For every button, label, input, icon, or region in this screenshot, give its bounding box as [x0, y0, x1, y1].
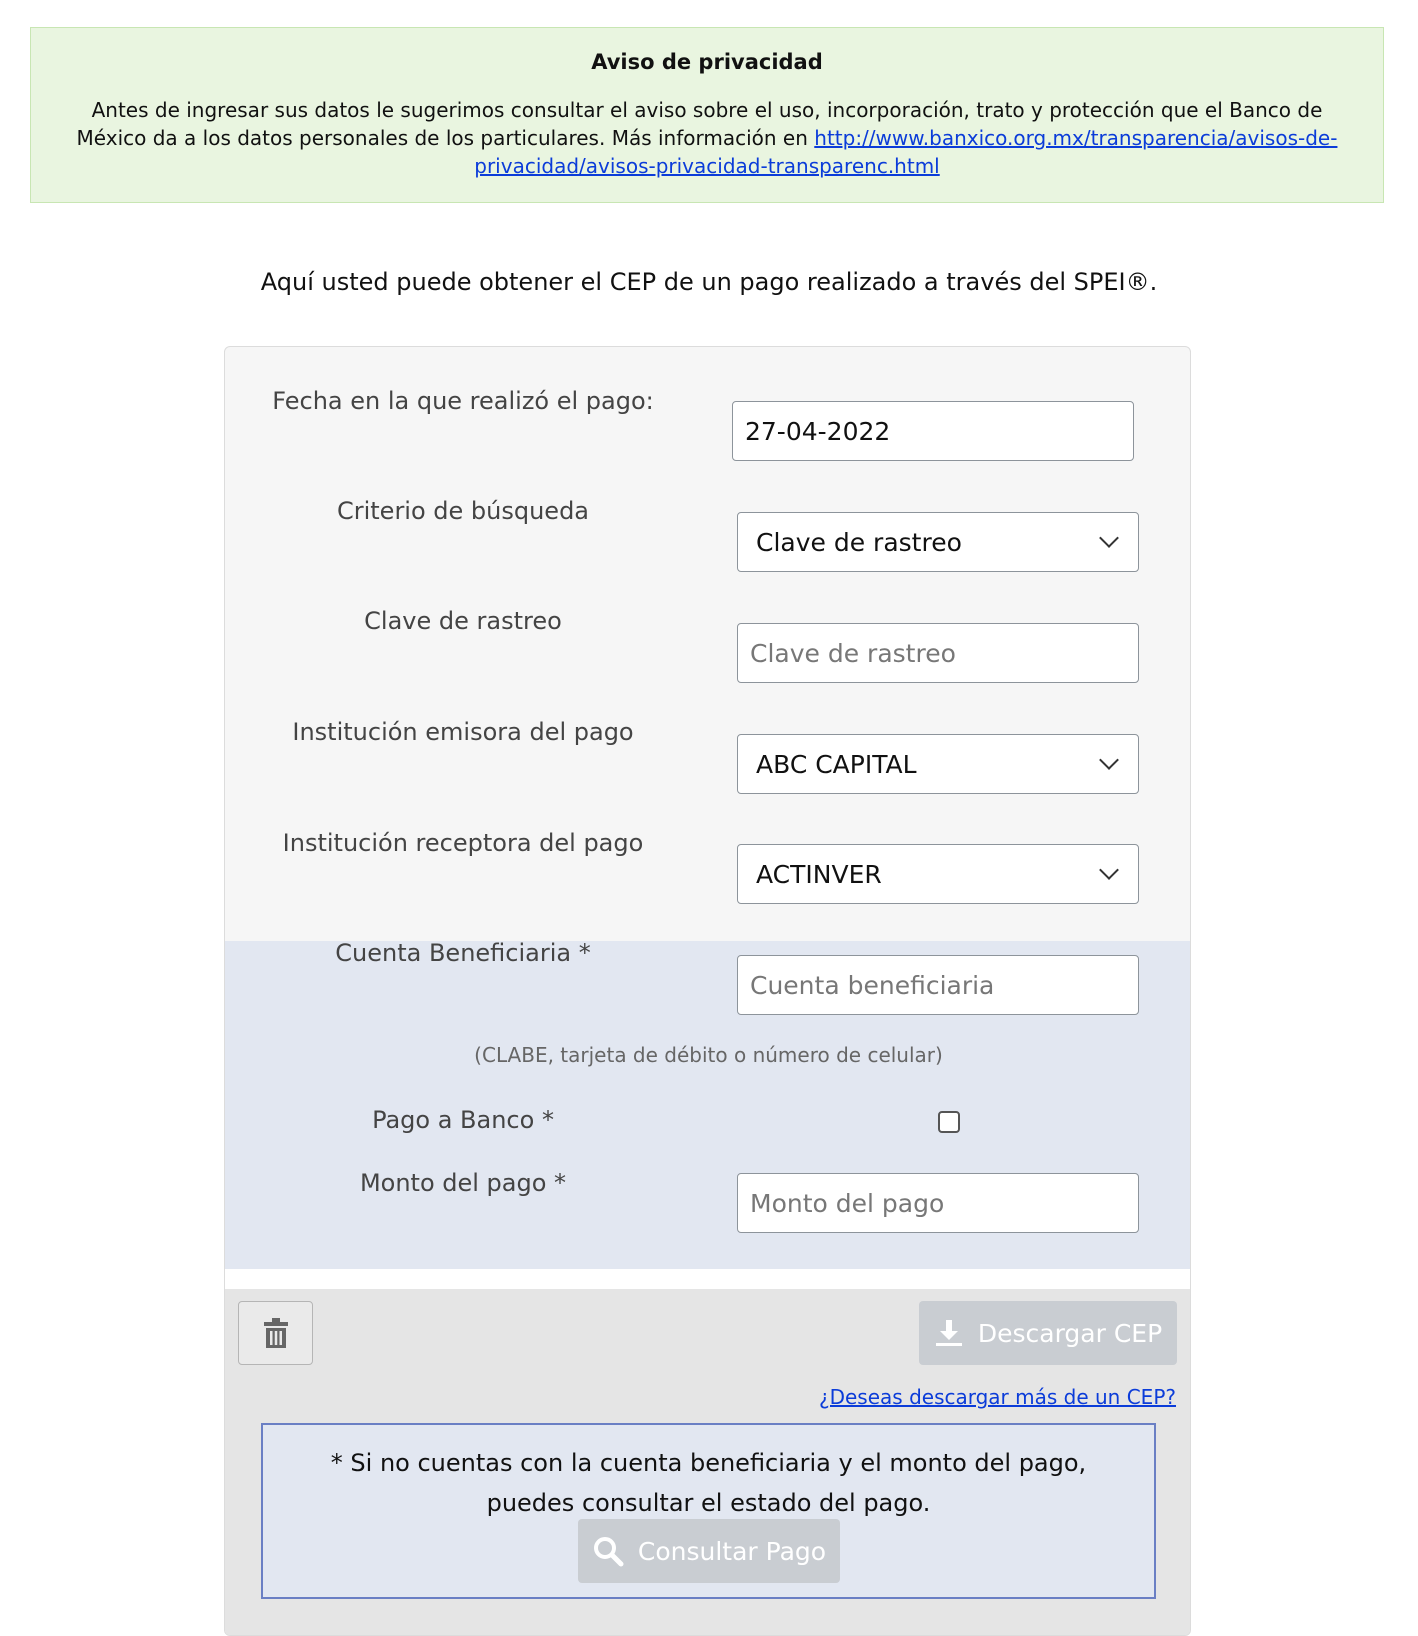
- privacy-notice: [30, 27, 1384, 203]
- download-cep-button[interactable]: [919, 1301, 1177, 1365]
- pago-banco-label: Pago a Banco *: [372, 1106, 554, 1134]
- criterio-label: Criterio de búsqueda: [336, 497, 590, 525]
- monto-placeholder: Monto del pago: [750, 1188, 945, 1218]
- chevron-down-icon: [1099, 528, 1119, 548]
- receptora-selected: ACTINVER: [756, 859, 882, 889]
- privacy-notice-link[interactable]: http://www.banxico.org.mx/transparencia/avisos-de-privacidad/avisos-privacidad-transparenc.html: [474, 126, 1338, 178]
- section-divider: [225, 1269, 1191, 1289]
- monto-label: Monto del pago *: [359, 1169, 567, 1197]
- clave-rastreo-label: Clave de rastreo: [364, 607, 562, 635]
- pago-banco-checkbox[interactable]: [938, 1111, 960, 1133]
- query-payment-button[interactable]: [578, 1519, 840, 1583]
- privacy-notice-title: Aviso de privacidad: [591, 50, 823, 74]
- query-info-text: * Si no cuentas con la cuenta beneficiaria y el monto del pago, puedes consultar el estado del pago.: [330, 1449, 1087, 1517]
- privacy-notice-body: Antes de ingresar sus datos le sugerimos consultar el aviso sobre el uso, incorporación, trato y protección que el Banco de México da a los datos personales de los particulares. Más información en: [76, 98, 1323, 150]
- emisora-selected: ABC CAPITAL: [756, 749, 917, 779]
- query-info-box: [261, 1423, 1156, 1599]
- fecha-label: Fecha en la que realizó el pago:: [272, 387, 654, 415]
- receptora-label: Institución receptora del pago: [282, 829, 644, 857]
- cuenta-beneficiaria-input[interactable]: [737, 955, 1139, 1015]
- fecha-input[interactable]: [732, 401, 1134, 461]
- cep-form-card: [224, 346, 1191, 1636]
- emisora-select[interactable]: [737, 734, 1139, 794]
- clave-rastreo-input[interactable]: [737, 623, 1139, 683]
- monto-input[interactable]: [737, 1173, 1139, 1233]
- query-payment-label: Consultar Pago: [637, 1536, 827, 1566]
- trash-icon: [263, 1317, 289, 1349]
- cuenta-beneficiaria-label: Cuenta Beneficiaria *: [335, 939, 591, 967]
- cuenta-beneficiaria-placeholder: Cuenta beneficiaria: [750, 970, 995, 1000]
- emisora-label: Institución emisora del pago: [292, 718, 634, 746]
- search-icon: [592, 1535, 624, 1567]
- clear-form-button[interactable]: [238, 1301, 313, 1365]
- beneficiary-section: [225, 941, 1191, 1269]
- criterio-select[interactable]: [737, 512, 1139, 572]
- cuenta-beneficiaria-hint: (CLABE, tarjeta de débito o número de celular): [474, 1043, 943, 1067]
- fecha-value: 27-04-2022: [745, 416, 891, 446]
- privacy-notice-text: [55, 96, 1359, 180]
- chevron-down-icon: [1099, 860, 1119, 880]
- clave-rastreo-placeholder: Clave de rastreo: [750, 638, 956, 668]
- criterio-selected: Clave de rastreo: [756, 527, 962, 557]
- actions-section: [225, 1289, 1191, 1636]
- download-icon: [934, 1318, 964, 1348]
- download-cep-label: Descargar CEP: [977, 1318, 1163, 1348]
- intro-text: Aquí usted puede obtener el CEP de un pago realizado a través del SPEI®.: [260, 268, 1158, 296]
- receptora-select[interactable]: [737, 844, 1139, 904]
- download-multiple-link[interactable]: ¿Deseas descargar más de un CEP?: [818, 1385, 1176, 1409]
- chevron-down-icon: [1099, 750, 1119, 770]
